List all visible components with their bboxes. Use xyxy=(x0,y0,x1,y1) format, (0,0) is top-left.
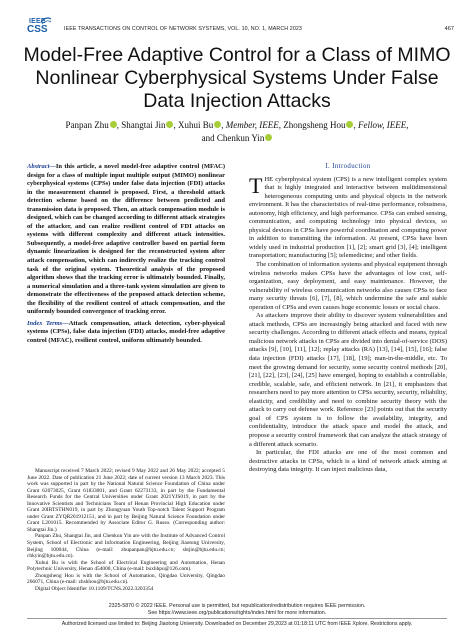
footnote-doi: Digital Object Identifier 10.1109/TCNS.2022.3203354 xyxy=(35,585,154,592)
copyright-link[interactable]: See https://www.ieee.org/publications/rights/index.html for more information. xyxy=(147,610,327,616)
section-heading: I. Introduction xyxy=(325,163,371,170)
journal-line: IEEE TRANSACTIONS ON CONTROL OF NETWORK SYSTEMS, VOL. 10, NO. 1, MARCH 2023 xyxy=(64,26,302,32)
ieee-css-logo xyxy=(27,18,57,38)
author-name: Zhongsheng Hou xyxy=(283,120,346,130)
abstract-text: In this article, a novel model-free adaptive control (MFAC) design for a class of multiple input multiple output (MIMO) nonlinear cyberphysical systems (CPSs) under false data injection (FDI) attacks in the measurement channel is proposed. First, a threshold attack detection scheme based on the difference between predicted and transmission data is proposed. Then, an attack compensation module is designed, which can be changed according to different attack strategies of the attacker, and can realize resilient control of FDI attacks on systems with different complexity and different attack intensities. Subsequently, a model-free adaptive controller based on partial form dynamic linearization is designed for the reconstructed system after attack compensation, which can indirectly realize the tracking control task of the original system. Theoretical analysis of the proposed algorithm shows that the tracking error is ultimately bounded. Finally, a numerical simulation and a three-tank system simulation are given to demonstrate the effectiveness of the proposed attack detection scheme, the flexibility of the resilient control of attack compensation, and the uniformly bounded convergence of tracking error. xyxy=(27,163,225,316)
index-terms xyxy=(27,320,225,346)
intro-paragraph: The combination of information systems and physical equipment through wireless networks makes CPSs have the advantages of low cost, self-organization, easy deployment, and easy maintenance. However, the vulnerability of wireless communication networks also causes CPSs to face many security threats [6], [7], [8], which undermine the safe and stable operation of CPSs and even causes huge economic losses or social chaos. xyxy=(249,261,447,311)
dropcap: T xyxy=(249,172,263,198)
author-name: Xuhui Bu xyxy=(177,120,214,130)
logo-ieee-text: IEEE xyxy=(29,18,46,25)
paper-title: Model-Free Adaptive Control for a Class of MIMO Nonlinear Cyberphysical Systems Under False Data Injection Attacks xyxy=(23,44,451,112)
page-number: 467 xyxy=(444,26,454,32)
right-column xyxy=(249,163,447,475)
intro-paragraph: In particular, the FDI attacks are one of the most common and destructive attacks in CPSs, which is a kind of network attack aiming at destroying data integrity. It can inject malicious data, xyxy=(249,449,447,474)
author-affiliation-suffix: , Member, IEEE, xyxy=(221,120,281,130)
author-conjunction: and xyxy=(201,133,215,143)
author-name: Chenkun Yin xyxy=(216,133,265,143)
orcid-icon[interactable] xyxy=(166,121,173,128)
footnote-affiliation: Zhongsheng Hou is with the School of Automation, Qingdao University, Qingdao 266071, China (e-mail: zhshhou@bjtu.edu.cn). xyxy=(27,572,225,586)
logo-css-text: CSS xyxy=(27,24,48,35)
author-name: Panpan Zhu xyxy=(65,120,109,130)
author-name: Shangtai Jin xyxy=(121,120,166,130)
index-terms-text: Attack compensation, attack detection, cyber-physical systems (CPSs), false data injection (FDI) attacks, model-free adaptive control (MFAC), resilient control, uniform ultimately bounded. xyxy=(27,319,225,344)
footnote-affiliation: Panpan Zhu, Shangtai Jin, and Chenkun Yin are with the Institute of Advanced Control System, School of Electronic and Information Engineering, Beijing Jiaotong University, Beijing 100044, China (e-mail: zhupanpan@bjtu.edu.cn; shtjin@bjtu.edu.cn; chkyin@bjtu.edu.cn). xyxy=(27,533,225,560)
orcid-icon[interactable] xyxy=(110,121,117,128)
author-affiliation-suffix: , Fellow, IEEE, xyxy=(353,120,409,130)
left-column xyxy=(27,163,225,345)
copyright-notice xyxy=(20,603,454,617)
footnote-manuscript: Manuscript received 7 March 2022; revised 9 May 2022 and 26 May 2022; accepted 5 June 2022. Date of publication 21 June 2022; date of current version 13 March 2023. This work was supported in part by the National Natural Science Foundation of China under Grant 62073025, Grant 61833001, and Grant 62273133, in part by the Fundamental Research Funds for the Central Universities under Grant 2021YJS019, in part by the Innovative Scientists and Technicians Team of Henan Provincial High Education under Grant 20IRTSTHN019, in part by Zhongyuan Youth Top-notch Talent Support Program under Grant ZYQR201912151, and in part by Beijing Natural Science Foundation under Grant L201015. Recommended by Associate Editor G. Russo. (Corresponding author: Shangtai Jin.) xyxy=(27,468,225,533)
abstract xyxy=(27,163,225,317)
author-list: Panpan Zhu , Shangtai Jin , Xuhui Bu , Member, IEEE, Zhongsheng Hou , Fellow, IEEE, and Chenkun Yin xyxy=(65,120,409,143)
copyright-line: 2325-5870 © 2022 IEEE. Personal use is permitted, but republication/redistribution requires IEEE permission. xyxy=(108,603,366,609)
authorized-use-line: Authorized licensed use limited to: Beijing Jiaotong University. Downloaded on December 29,2023 at 01:18:11 UTC from IEEE Xplore. Restrictions apply. xyxy=(61,621,413,627)
intro-paragraph xyxy=(249,172,447,261)
index-terms-lead: Index Terms— xyxy=(27,319,69,327)
orcid-icon[interactable] xyxy=(265,134,272,141)
intro-paragraph-text: HE cyberphysical system (CPS) is a new intelligent complex system that is highly integrated and interactive between multidimensional heterogeneous computing units and physical objects in the network environment. It has the characteristics of real-time performance, robustness, autonomy, high efficiency, and high performance. CPSs can embed sensing, communication, and computing technology into physical devices, so physical devices in CPSs have powerful coordination and computing power in addition to transmitting the information. At present, CPSs have been widely used in industrial production [1], [2]; smart grid [3], [4]; intelligent transportation; manufacturing [5]; telemedicine; and other fields. xyxy=(249,175,447,260)
footnote xyxy=(27,468,225,592)
abstract-lead: Abstract— xyxy=(27,163,56,170)
footer-divider xyxy=(27,618,447,619)
page-header xyxy=(0,0,474,40)
footnote-affiliation: Xuhui Bu is with the School of Electrical Engineering and Automation, Henan Polytechnic University, Henan 454000, China (e-mail: buxhhpu@126.com). xyxy=(27,559,225,573)
intro-paragraph: As attackers improve their ability to discover system vulnerabilities and attack methods, CPSs are increasingly being attacked and faced with new security challenges. According to different attack effects and means, typical malicious network attacks in CPSs are divided into denial-of-service (DOS) attacks [9], [10], [11], [12]; replay attacks (RA) [13], [14], [15], [16]; false data injection (FDI) attacks [17], [18], [19]; man-in-the-middle, etc. To meet the growing demand for security, some security control methods [20], [21], [22], [23], [24], [25] have emerged, hoping to establish a controllable, credible, scalable, safe, and efficient network. In [21], it emphasizes that researchers need to pay more attention to CPSs security, security, reliability, elasticity, and credibility and need to combine security theory with the attack to carry out defense work. Reference [23] points out that the security goal of CPS system is to follow the availability, integrity, and confidentiality, introduce the attack space and model the attack, and propose a security control framework that can analyze the attack strategy of a different attack scenario. xyxy=(249,312,447,448)
